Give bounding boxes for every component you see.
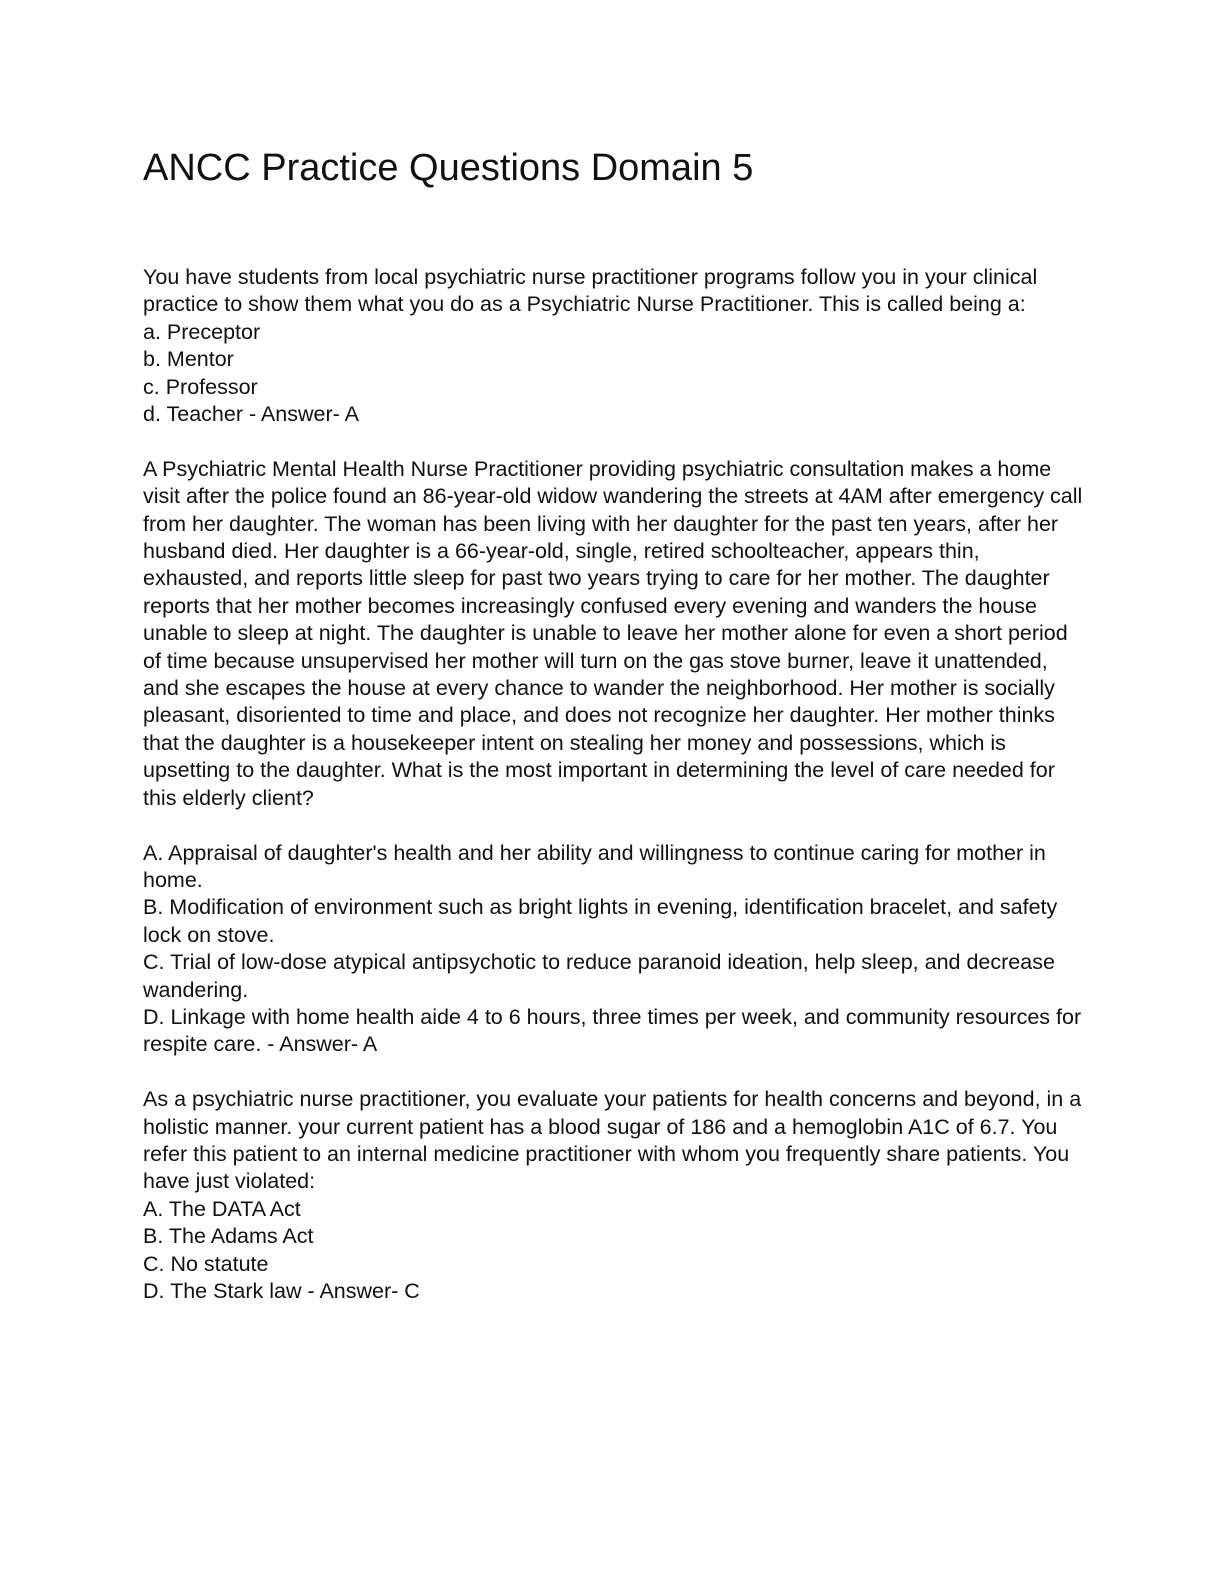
answer-options [143, 1196, 1083, 1306]
option-a: a. Preceptor [143, 319, 261, 344]
question-1 [143, 264, 1083, 428]
option-c: C. No statute [143, 1251, 269, 1276]
option-d: d. Teacher - Answer- A [143, 402, 359, 427]
option-d: D. The Stark law - Answer- C [143, 1278, 420, 1303]
option-a: A. The DATA Act [143, 1196, 301, 1221]
question-stem: A Psychiatric Mental Health Nurse Practitioner providing psychiatric consultation makes a home visit after the police found an 86-year-old widow wandering the streets at 4AM after emergency call from her daughter. The woman has been living with her daughter for the past ten years, after her husband died. Her daughter is a 66-year-old, single, retired schoolteacher, appears thin, exhausted, and reports little sleep for past two years trying to care for her mother. The daughter reports that her mother becomes increasingly confused every evening and wanders the house unable to sleep at night. The daughter is unable to leave her mother alone for even a short period of time because unsupervised her mother will turn on the gas stove burner, leave it unattended, and she escapes the house at every chance to wander the neighborhood. Her mother is socially pleasant, disoriented to time and place, and does not recognize her daughter. Her mother thinks that the daughter is a housekeeper intent on stealing her money and possessions, which is upsetting to the daughter. What is the most important in determining the level of care needed for this elderly client? [143, 456, 1083, 810]
answer-options [143, 840, 1083, 1059]
option-b: b. Mentor [143, 347, 234, 372]
option-b: B. Modification of environment such as bright lights in evening, identification bracelet, and safety lock on stove. [143, 895, 1058, 947]
option-b: B. The Adams Act [143, 1224, 314, 1249]
question-3 [143, 1086, 1083, 1305]
page-title: ANCC Practice Questions Domain 5 [143, 147, 754, 189]
option-d: D. Linkage with home health aide 4 to 6 hours, three times per week, and community resources for respite care. - Answer- A [143, 1004, 1082, 1057]
question-stem: You have students from local psychiatric nurse practitioner programs follow you in your clinical practice to show them what you do as a Psychiatric Nurse Practitioner. This is called being a: [143, 265, 1038, 317]
option-a: A. Appraisal of daughter's health and her ability and willingness to continue caring for mother in home. [143, 840, 1046, 892]
question-2 [143, 456, 1083, 1059]
answer-options [143, 319, 1083, 429]
question-stem: As a psychiatric nurse practitioner, you evaluate your patients for health concerns and beyond, in a holistic manner. your current patient has a blood sugar of 186 and a hemoglobin A1C of 6.7. You refer this patient to an internal medicine practitioner with whom you frequently share patients. You have just violated: [143, 1087, 1082, 1194]
option-c: c. Professor [143, 374, 258, 399]
document-page [143, 140, 1083, 1333]
option-c: C. Trial of low-dose atypical antipsychotic to reduce paranoid ideation, help sleep, and decrease wandering. [143, 950, 1055, 1002]
